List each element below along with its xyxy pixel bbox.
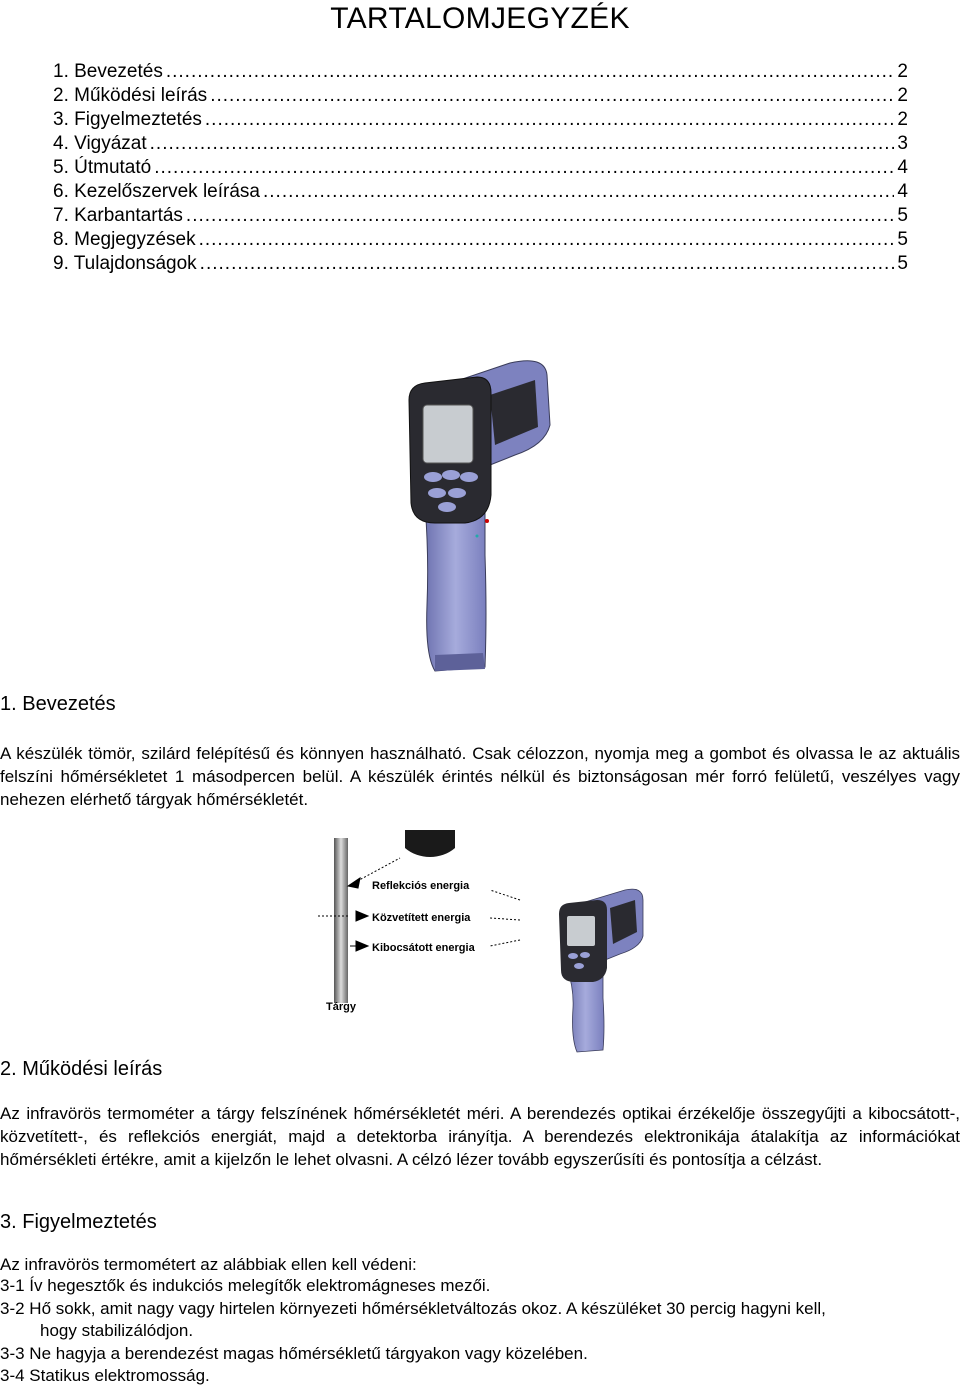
toc-entry[interactable]	[53, 204, 908, 228]
toc-entry[interactable]	[53, 180, 908, 204]
diagram-label-transmitted: Közvetített energia	[372, 912, 471, 924]
toc-label: 5. Útmutató	[53, 157, 152, 178]
toc-page: 2	[897, 109, 908, 130]
aperture-disc	[405, 848, 455, 857]
list-item: 3-3 Ne hagyja a berendezést magas hőmérsékletű tárgyakon vagy közelében.	[0, 1343, 588, 1363]
section-intro: Az infravörös termométert az alábbiak ellen kell védeni:	[0, 1255, 417, 1274]
toc-entry[interactable]	[53, 156, 908, 180]
section-heading: 2. Működési leírás	[0, 1058, 163, 1080]
toc-page: 3	[897, 133, 908, 154]
toc-entry[interactable]	[53, 132, 908, 156]
toc-leader	[199, 228, 895, 252]
toc-label: 3. Figyelmeztetés	[53, 109, 202, 130]
toc-leader	[205, 108, 895, 132]
toc-label: 1. Bevezetés	[53, 61, 163, 82]
toc-label: 7. Karbantartás	[53, 205, 183, 226]
diagram-label-reflected: Reflekciós energia	[372, 880, 470, 892]
toc-page: 4	[897, 181, 908, 202]
warning-list	[0, 1275, 960, 1388]
toc-label: 4. Vigyázat	[53, 133, 147, 154]
list-item: 3-4 Statikus elektromosság.	[0, 1366, 210, 1385]
toc-page: 5	[897, 229, 908, 250]
toc-leader	[166, 60, 895, 84]
list-item: 3-1 Ív hegesztők és indukciós melegítők elektromágneses mezői.	[0, 1276, 491, 1295]
object-wall	[334, 838, 348, 1003]
toc-page: 5	[897, 253, 908, 274]
thermometer-image	[395, 355, 570, 675]
toc-leader	[150, 132, 895, 156]
toc-label: 8. Megjegyzések	[53, 229, 196, 250]
table-of-contents	[53, 60, 908, 276]
toc-label: 6. Kezelőszervek leírása	[53, 181, 260, 202]
toc-leader	[200, 252, 895, 276]
toc-label: 9. Tulajdonságok	[53, 253, 197, 274]
section-paragraph: Az infravörös termométer a tárgy felszínének hőmérsékletét méri. A berendezés optikai érzékelője összegyűjti a kibocsátott-, közvetített-, és reflekciós energiát, majd a detektorba irányítja. A berendezés elektronikája átalakítja az információkat hőmérsékleti értékre, amit a kijelzőn le lehet olvasni. A célzó lézer tovább egyszerűsíti és pontosítja a célzást.	[0, 1104, 960, 1169]
toc-label: 2. Működési leírás	[53, 85, 208, 106]
thermometer-small-image	[559, 889, 643, 1052]
toc-page: 2	[897, 85, 908, 106]
toc-entry[interactable]	[53, 252, 908, 276]
toc-leader	[186, 204, 895, 228]
toc-entry[interactable]	[53, 84, 908, 108]
toc-entry[interactable]	[53, 228, 908, 252]
diagram-label-object: Tárgy	[326, 1001, 356, 1013]
section-paragraph: A készülék tömör, szilárd felépítésű és könnyen használható. Csak célozzon, nyomja meg a gombot és olvassa le az aktuális felszíni hőmérsékletet 1 másodpercen belül. A készülék érintés nélkül és biztonságosan mér forró felületű, veszélyes vagy nehezen elérhető tárgyak hőmérsékletét.	[0, 744, 960, 809]
toc-leader	[210, 84, 894, 108]
section-heading: 1. Bevezetés	[0, 693, 116, 715]
page-title: TARTALOMJEGYZÉK	[330, 2, 630, 35]
list-item: 3-2 Hő sokk, amit nagy vagy hirtelen környezeti hőmérsékletváltozás okoz. A készüléket 30 percig hagyni kell,	[0, 1298, 826, 1318]
toc-leader	[154, 156, 894, 180]
section-heading: 3. Figyelmeztetés	[0, 1211, 157, 1233]
toc-page: 4	[897, 157, 908, 178]
toc-entry[interactable]	[53, 60, 908, 84]
toc-leader	[263, 180, 894, 204]
toc-page: 2	[897, 61, 908, 82]
diagram-label-emitted: Kibocsátott energia	[372, 942, 475, 954]
toc-page: 5	[897, 205, 908, 226]
energy-diagram	[310, 830, 660, 1055]
toc-entry[interactable]	[53, 108, 908, 132]
list-item-continuation: hogy stabilizálódjon.	[40, 1321, 194, 1340]
